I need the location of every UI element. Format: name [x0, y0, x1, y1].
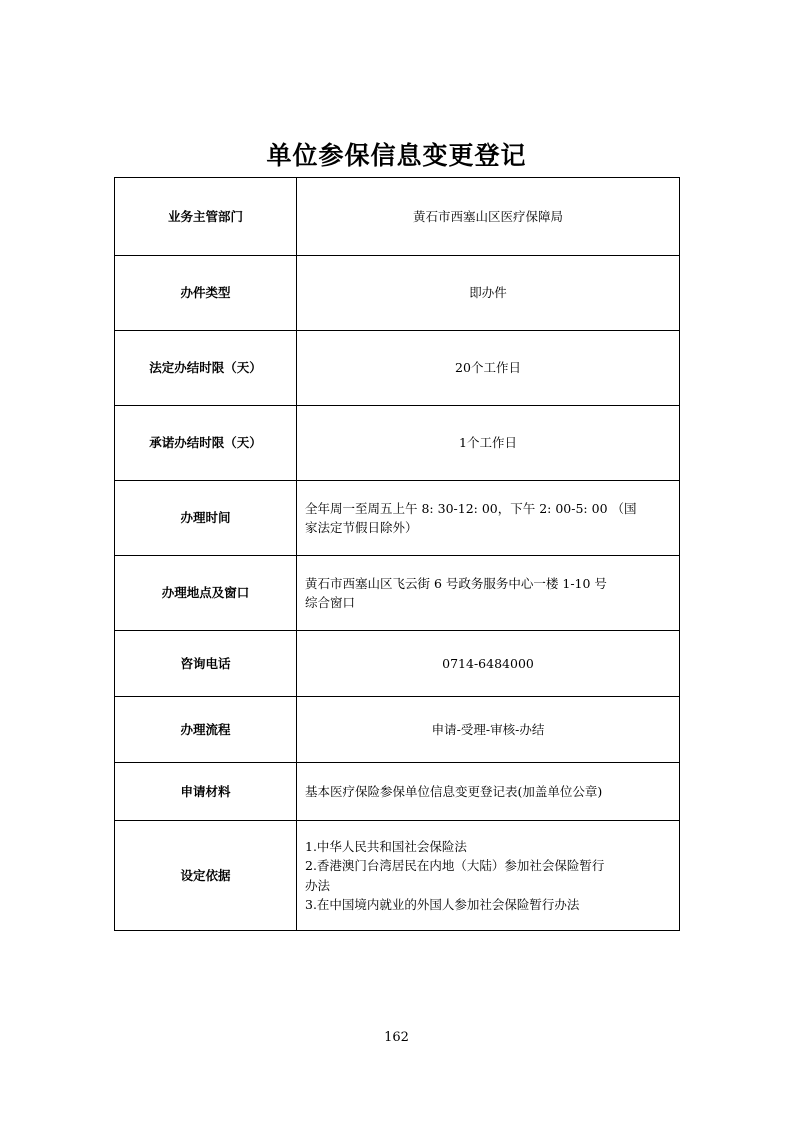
row-value-line: 2.香港澳门台湾居民在内地（大陆）参加社会保险暂行 [305, 858, 605, 874]
row-value-lines [305, 433, 671, 452]
row-value [297, 556, 680, 631]
row-value-line: 综合窗口 [305, 595, 356, 610]
row-value-line: 20个工作日 [455, 360, 521, 376]
row-value-lines [305, 720, 671, 739]
row-value-line: 3.在中国境内就业的外国人参加社会保险暂行办法 [305, 896, 580, 912]
row-label: 办理流程 [115, 697, 297, 763]
row-value-line: 基本医疗保险参保单位信息变更登记表(加盖单位公章) [305, 783, 603, 799]
table-row [115, 406, 680, 481]
row-label: 设定依据 [115, 821, 297, 931]
table-row [115, 481, 680, 556]
row-label: 法定办结时限（天） [115, 331, 297, 406]
row-value-line: 家法定节假日除外） [305, 520, 418, 535]
row-label: 申请材料 [115, 763, 297, 821]
table-body [115, 178, 680, 931]
row-label: 办理时间 [115, 481, 297, 556]
row-value-line: 全年周一至周五上午 8: 30-12: 00，下午 2: 00-5: 00 （国 [305, 500, 637, 516]
table-row [115, 763, 680, 821]
row-value-lines [305, 358, 671, 377]
table-row [115, 631, 680, 697]
row-value-lines [305, 654, 671, 673]
row-value-lines [305, 782, 671, 801]
row-value [297, 481, 680, 556]
row-value [297, 697, 680, 763]
table-row [115, 256, 680, 331]
row-value [297, 256, 680, 331]
row-value [297, 763, 680, 821]
row-value [297, 821, 680, 931]
service-info-table [114, 177, 680, 931]
row-value-lines [305, 207, 671, 226]
row-value-lines [305, 499, 671, 538]
table-row [115, 697, 680, 763]
row-label: 办理地点及窗口 [115, 556, 297, 631]
row-value-line: 即办件 [469, 285, 507, 301]
row-value-line: 申请-受理-审核-办结 [431, 721, 545, 737]
row-value [297, 331, 680, 406]
row-label: 业务主管部门 [115, 178, 297, 256]
table-row [115, 556, 680, 631]
table-row [115, 178, 680, 256]
row-value-line: 1个工作日 [459, 435, 517, 451]
row-value-lines [305, 574, 671, 613]
row-value [297, 631, 680, 697]
table-row [115, 821, 680, 931]
row-value-line: 1.中华人民共和国社会保险法 [305, 838, 467, 854]
page-title: 单位参保信息变更登记 [266, 141, 527, 170]
row-value-line: 黄石市西塞山区医疗保障局 [412, 208, 563, 224]
row-label: 办件类型 [115, 256, 297, 331]
row-value-line: 黄石市西塞山区飞云街 6 号政务服务中心一楼 1-10 号 [305, 575, 607, 591]
page-number: 162 [384, 1030, 409, 1045]
row-label: 承诺办结时限（天） [115, 406, 297, 481]
row-value-line: 办法 [305, 877, 331, 893]
row-label: 咨询电话 [115, 631, 297, 697]
row-value [297, 406, 680, 481]
row-value [297, 178, 680, 256]
row-value-lines [305, 837, 671, 915]
row-value-lines [305, 283, 671, 302]
row-value-line: 0714-6484000 [442, 655, 534, 671]
table-row [115, 331, 680, 406]
